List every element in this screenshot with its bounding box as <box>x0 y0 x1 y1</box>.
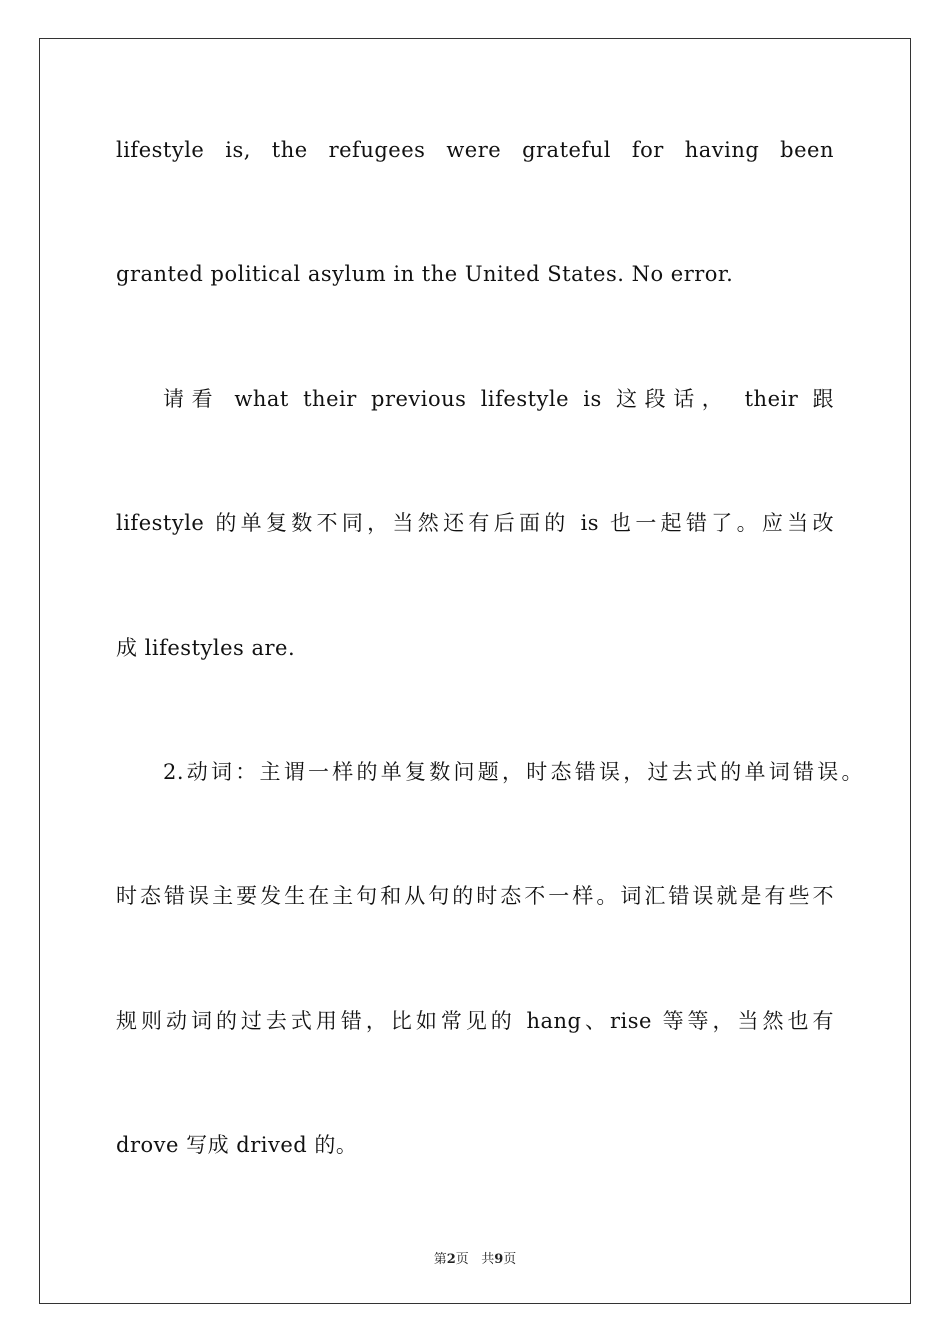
text-line-6: 2.动词：主谓一样的单复数问题，时态错误，过去式的单词错误。 <box>163 760 863 784</box>
footer-current-page: 2 <box>446 1252 456 1267</box>
footer-total-suffix: 页 <box>503 1252 517 1267</box>
footer-total-prefix: 共 <box>481 1252 495 1267</box>
text-line-7: 时态错误主要发生在主句和从句的时态不一样。词汇错误就是有些不 <box>116 884 834 908</box>
text-line-5: 成 lifestyles are. <box>116 636 296 660</box>
page-footer <box>0 1248 950 1267</box>
page-border <box>39 38 911 1304</box>
text-line-2: granted political asylum in the United States. No error. <box>116 262 734 286</box>
footer-total-pages: 9 <box>494 1252 504 1267</box>
text-line-4: lifestyle 的单复数不同，当然还有后面的 is 也一起错了。应当改 <box>116 511 834 535</box>
footer-page-word: 页 <box>455 1252 469 1267</box>
footer-prefix: 第 <box>433 1252 447 1267</box>
text-line-3: 请看 what their previous lifestyle is 这段话， their 跟 <box>163 387 834 411</box>
text-line-9: drove 写成 drived 的。 <box>116 1133 358 1157</box>
text-line-1: lifestyle is, the refugees were grateful for having been <box>116 138 834 162</box>
text-line-8: 规则动词的过去式用错，比如常见的 hang、rise 等等，当然也有 <box>116 1009 834 1033</box>
